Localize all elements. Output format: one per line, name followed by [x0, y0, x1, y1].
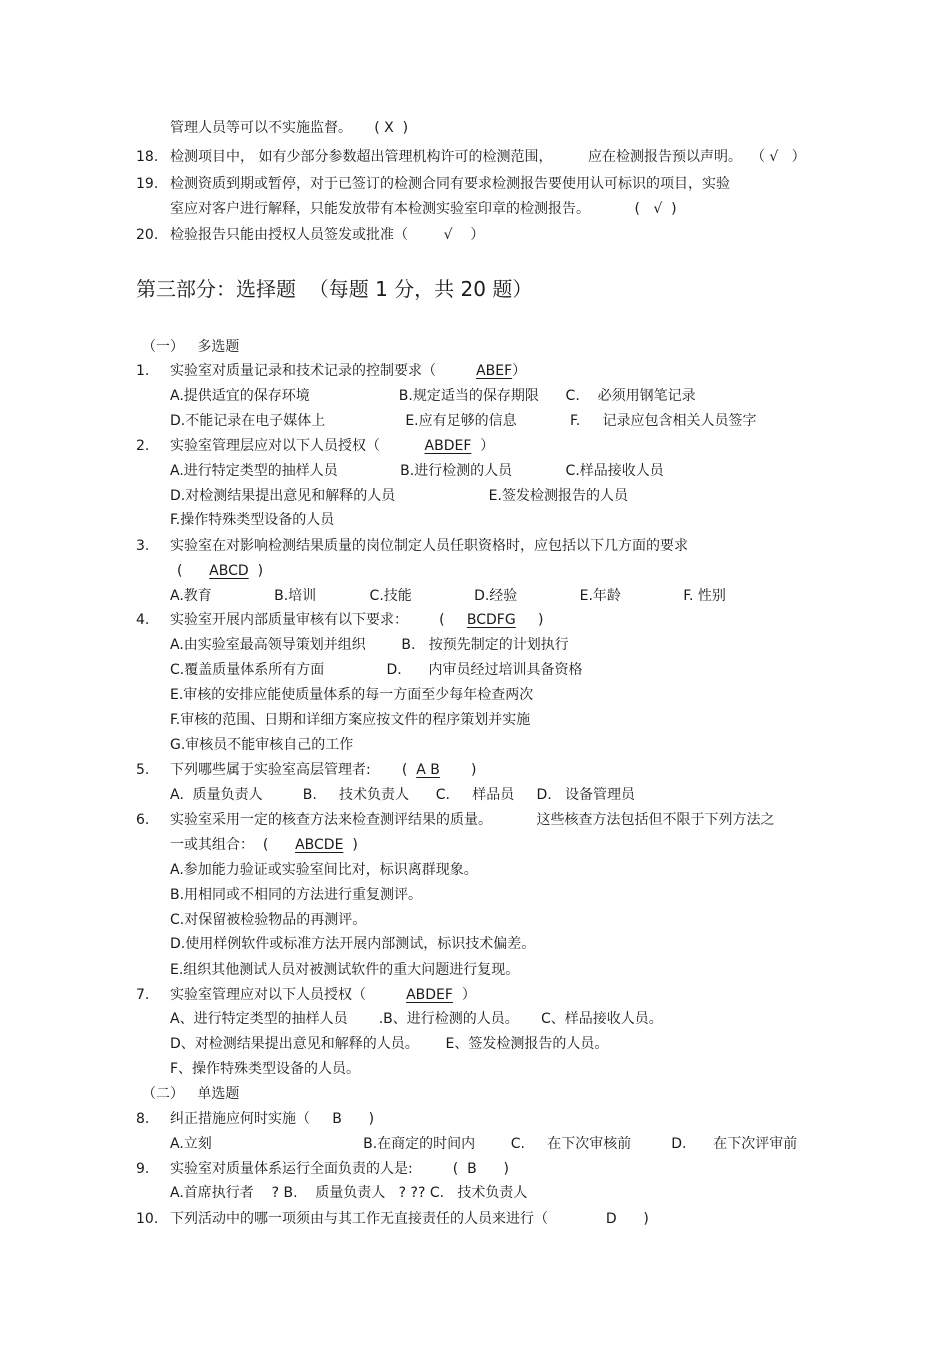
- tf-num-20: 20.: [136, 227, 159, 243]
- q4-options-4: F.审核的范围、日期和详细方案应按文件的程序策划并实施: [170, 712, 531, 728]
- q2-options-2: D.对检测结果提出意见和解释的人员 E.签发检测报告的人员: [170, 488, 628, 504]
- q10-number: 10.: [136, 1211, 159, 1227]
- q6-stem: 实验室采用一定的核查方法来检查测评结果的质量。 这些核查方法包括但不限于下列方法之: [170, 812, 775, 828]
- q9-number: 9.: [136, 1161, 150, 1177]
- q1-number: 1.: [136, 363, 150, 379]
- q4-stem: 实验室开展内部质量审核有以下要求： ( BCDFG ): [170, 612, 544, 628]
- tf-line-20: 检验报告只能由授权人员签发或批准（ √ ）: [170, 227, 485, 243]
- tf-line-19: 检测资质到期或暂停，对于已签订的检测合同有要求检测报告要使用认可标识的项目，实验: [170, 176, 730, 192]
- q4-answer: BCDFG: [466, 612, 516, 628]
- q5-stem: 下列哪些属于实验室高层管理者: ( A B ): [170, 762, 477, 778]
- q3-stem: 实验室在对影响检测结果质量的岗位制定人员任职资格时，应包括以下几方面的要求: [170, 538, 688, 554]
- tf-line-18: 检测项目中， 如有少部分参数超出管理机构许可的检测范围， 应在检测报告预以声明。 （ √ ）: [170, 149, 806, 165]
- q4-number: 4.: [136, 612, 150, 628]
- q6-answer: ABCDE: [295, 837, 344, 853]
- q8-stem: 纠正措施应何时实施（ B ): [170, 1111, 375, 1127]
- q8-answer: B: [332, 1111, 342, 1127]
- q4-options-2: C.覆盖质量体系所有方面 D. 内审员经过培训具备资格: [170, 662, 583, 678]
- q7-options-1: A、进行特定类型的抽样人员 .B、进行检测的人员。 C、样品接收人员。: [170, 1011, 663, 1027]
- q5-options: A. 质量负责人 B. 技术负责人 C. 样品员 D. 设备管理员: [170, 787, 636, 803]
- q6-answer-line: 一或其组合： ( ABCDE ): [170, 837, 358, 853]
- q1-options-1: A.提供适宜的保存环境 B.规定适当的保存期限 C. 必须用钢笔记录: [170, 388, 696, 404]
- q6-options-5: E.组织其他测试人员对被测试软件的重大问题进行复现。: [170, 962, 520, 978]
- q2-stem: 实验室管理层应对以下人员授权（ ABDEF ）: [170, 438, 495, 454]
- q4-options-3: E.审核的安排应能使质量体系的每一方面至少每年检查两次: [170, 687, 534, 703]
- q6-options-1: A.参加能力验证或实验室间比对，标识离群现象。: [170, 862, 478, 878]
- q7-number: 7.: [136, 987, 150, 1003]
- q5-answer: A B: [416, 762, 440, 778]
- q7-options-3: F、操作特殊类型设备的人员。: [170, 1061, 361, 1077]
- q8-options: A.立刻 B.在商定的时间内 C. 在下次审核前 D. 在下次评审前: [170, 1136, 798, 1152]
- q6-number: 6.: [136, 812, 150, 828]
- q9-options: A.首席执行者 ? B. 质量负责人 ? ?? C. 技术负责人: [170, 1185, 528, 1201]
- q10-answer: D: [605, 1211, 617, 1227]
- q10-stem: 下列活动中的哪一项须由与其工作无直接责任的人员来进行（ D ): [170, 1211, 649, 1227]
- q5-number: 5.: [136, 762, 150, 778]
- q7-options-2: D、对检测结果提出意见和解释的人员。 E、签发检测报告的人员。: [170, 1036, 609, 1052]
- q1-stem: 实验室对质量记录和技术记录的控制要求（ ABEF）: [170, 363, 527, 379]
- q9-answer: B: [467, 1161, 477, 1177]
- q1-answer: ABEF: [476, 363, 513, 379]
- q1-options-2: D.不能记录在电子媒体上 E.应有足够的信息 F. 记录应包含相关人员签字: [170, 413, 757, 429]
- q3-answer: ABCD: [209, 563, 249, 579]
- q3-answer-line: ( ABCD ): [177, 563, 264, 579]
- section-title: 第三部分：选择题 （每题 1 分，共 20 题）: [136, 277, 533, 301]
- q3-options: A.教育 B.培训 C.技能 D.经验 E.年龄 F. 性别: [170, 588, 726, 604]
- tf-num-19: 19.: [136, 176, 159, 192]
- q6-options-2: B.用相同或不相同的方法进行重复测评。: [170, 887, 423, 903]
- q9-stem: 实验室对质量体系运行全面负责的人是: ( B ): [170, 1161, 509, 1177]
- q4-options-5: G.审核员不能审核自己的工作: [170, 737, 354, 753]
- q6-options-4: D.使用样例软件或标准方法开展内部测试，标识技术偏差。: [170, 936, 536, 952]
- tf-num-18: 18.: [136, 149, 159, 165]
- q2-number: 2.: [136, 438, 150, 454]
- q8-number: 8.: [136, 1111, 150, 1127]
- q6-options-3: C.对保留被检验物品的再测评。: [170, 912, 367, 928]
- q2-answer: ABDEF: [424, 438, 472, 454]
- q4-options-1: A.由实验室最高领导策划并组织 B. 按预先制定的计划执行: [170, 637, 569, 653]
- q3-number: 3.: [136, 538, 150, 554]
- tf-line-19-cont: 室应对客户进行解释，只能发放带有本检测实验室印章的检测报告。 ( √ ): [170, 201, 677, 217]
- q2-options-3: F.操作特殊类型设备的人员: [170, 512, 335, 528]
- q2-options-1: A.进行特定类型的抽样人员 B.进行检测的人员 C.样品接收人员: [170, 463, 664, 479]
- tf-line-17-cont: 管理人员等可以不实施监督。 ( X ): [170, 120, 409, 136]
- q7-stem: 实验室管理应对以下人员授权（ ABDEF ）: [170, 987, 476, 1003]
- q7-answer: ABDEF: [406, 987, 453, 1003]
- single-choice-label: （二） 单选题: [142, 1086, 240, 1102]
- multi-choice-label: （一） 多选题: [142, 339, 240, 355]
